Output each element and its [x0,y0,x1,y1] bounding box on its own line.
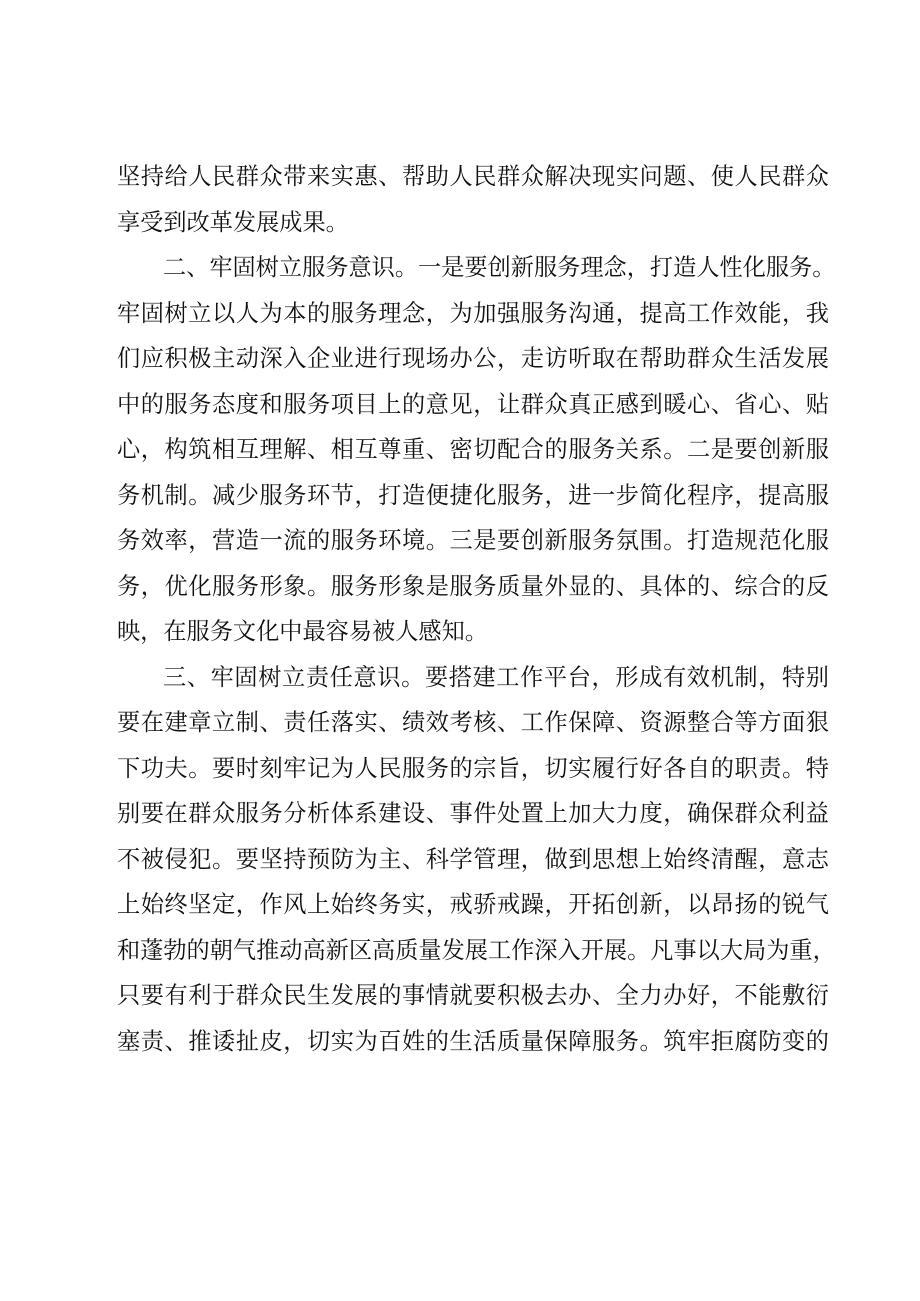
text-line: 务机制。减少服务环节，打造便捷化服务，进一步简化程序，提高服 [117,481,829,509]
text-line: 中的服务态度和服务项目上的意见，让群众真正感到暖心、省心、贴 [117,390,829,418]
text-line: 们应积极主动深入企业进行现场办公，走访听取在帮助群众生活发展 [117,345,829,372]
body-text [117,154,836,1064]
section-heading-line: 三、牢固树立责任意识。要搭建工作平台，形成有效机制，特别 [163,663,829,691]
text-line: 要在建章立制、责任落实、绩效考核、工作保障、资源整合等方面狠 [117,709,829,736]
section-heading-line: 二、牢固树立服务意识。一是要创新服务理念，打造人性化服务。 [163,254,836,281]
text-line: 享受到改革发展成果。 [117,208,349,236]
text-line: 只要有利于群众民生发展的事情就要积极去办、全力办好，不能敷衍 [117,982,829,1009]
text-line: 心，构筑相互理解、相互尊重、密切配合的服务关系。二是要创新服 [117,436,829,463]
text-line: 牢固树立以人为本的服务理念，为加强服务沟通，提高工作效能，我 [117,299,829,327]
text-line: 务效率，营造一流的服务环境。三是要创新服务氛围。打造规范化服 [117,527,829,554]
text-line: 别要在群众服务分析体系建设、事件处置上加大力度，确保群众利益 [117,800,829,827]
text-line: 不被侵犯。要坚持预防为主、科学管理，做到思想上始终清醒，意志 [117,845,829,873]
text-line: 务，优化服务形象。服务形象是服务质量外显的、具体的、综合的反 [117,572,829,600]
text-line: 和蓬勃的朝气推动高新区高质量发展工作深入开展。凡事以大局为重， [117,936,836,964]
text-line: 映，在服务文化中最容易被人感知。 [117,618,488,645]
text-line: 坚持给人民群众带来实惠、帮助人民群众解决现实问题、使人民群众 [117,163,829,190]
text-line: 塞责、推诿扯皮，切实为百姓的生活质量保障服务。筑牢拒腐防变的 [117,1027,829,1055]
text-line: 上始终坚定，作风上始终务实，戒骄戒躁，开拓创新，以昂扬的锐气 [117,891,829,918]
text-line: 下功夫。要时刻牢记为人民服务的宗旨，切实履行好各自的职责。特 [117,754,829,782]
